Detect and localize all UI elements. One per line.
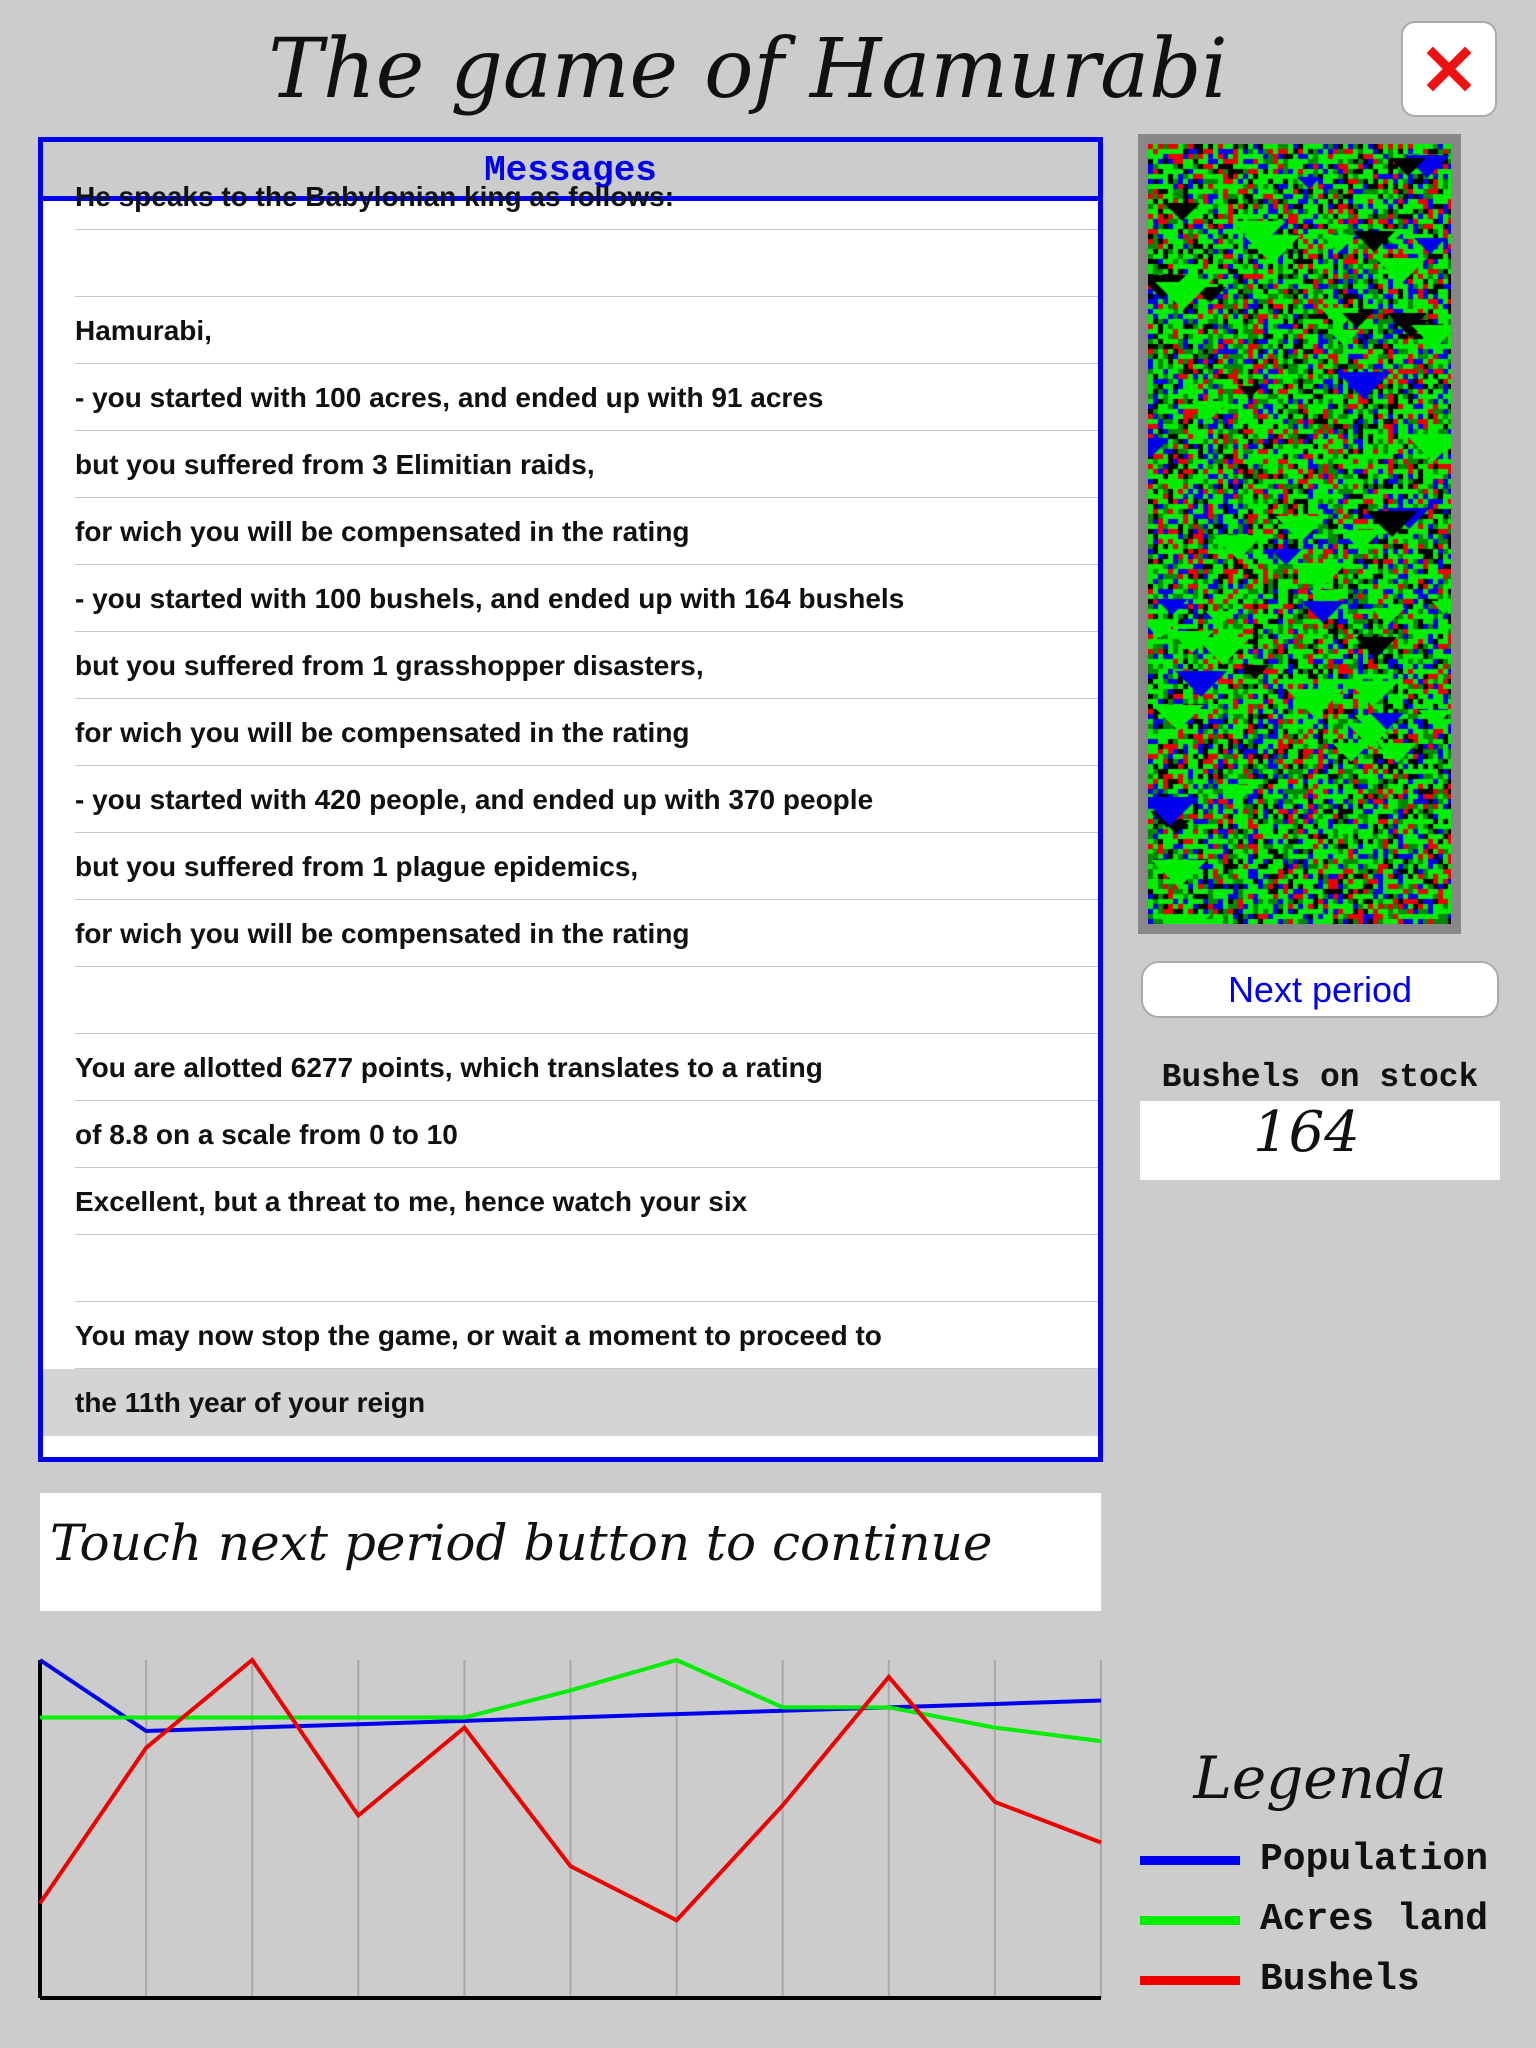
messages-header: Messages	[43, 142, 1098, 201]
history-chart-svg	[38, 1658, 1103, 2003]
message-text: but you suffered from 3 Elimitian raids,	[75, 449, 595, 480]
page-title: The game of Hamurabi	[268, 22, 1228, 117]
land-map	[1138, 134, 1461, 934]
message-text: - you started with 100 bushels, and ended up with 164 bushels	[75, 583, 905, 614]
messages-list[interactable]	[43, 181, 1098, 1457]
message-text: - you started with 420 people, and ended up with 370 people	[75, 784, 874, 815]
message-line[interactable]	[43, 967, 1098, 1034]
message-line[interactable]	[43, 900, 1098, 967]
next-period-button[interactable]: Next period	[1141, 961, 1499, 1018]
message-line[interactable]	[43, 833, 1098, 900]
bushels-stock-value: 164	[1140, 1101, 1500, 1180]
history-chart	[38, 1658, 1103, 2003]
message-line[interactable]	[43, 1369, 1098, 1436]
message-text: - you started with 100 acres, and ended up with 91 acres	[75, 382, 824, 413]
message-text: for wich you will be compensated in the rating	[75, 717, 690, 748]
message-line[interactable]	[43, 1235, 1098, 1302]
message-text: for wich you will be compensated in the rating	[75, 516, 690, 547]
messages-panel[interactable]	[38, 137, 1103, 1462]
message-text: He speaks to the Babylonian king as follows:	[75, 181, 675, 212]
message-line[interactable]	[43, 364, 1098, 431]
close-button[interactable]	[1401, 21, 1497, 117]
message-line[interactable]	[43, 163, 1098, 230]
message-line[interactable]	[43, 632, 1098, 699]
message-line[interactable]	[43, 699, 1098, 766]
message-line[interactable]	[43, 431, 1098, 498]
message-line[interactable]	[43, 766, 1098, 833]
message-line[interactable]	[43, 297, 1098, 364]
message-line[interactable]	[43, 1302, 1098, 1369]
legend-item	[1140, 1960, 1510, 2000]
legend-label: Bushels	[1260, 1958, 1420, 2001]
legend-label: Acres land	[1260, 1898, 1489, 1941]
message-line[interactable]	[43, 230, 1098, 297]
land-map-canvas	[1148, 144, 1451, 924]
message-text: You are allotted 6277 points, which translates to a rating	[75, 1052, 823, 1083]
legend-label: Population	[1260, 1838, 1489, 1881]
legend-title: Legenda	[1193, 1744, 1447, 1812]
message-line[interactable]	[43, 1168, 1098, 1235]
legend-swatch	[1140, 1916, 1240, 1925]
legend-item	[1140, 1900, 1510, 1940]
message-text: for wich you will be compensated in the rating	[75, 918, 690, 949]
message-line[interactable]	[43, 1034, 1098, 1101]
message-text: of 8.8 on a scale from 0 to 10	[75, 1119, 458, 1150]
bushels-stock-label: Bushels on stock	[1161, 1059, 1479, 1096]
message-line[interactable]	[43, 565, 1098, 632]
message-text: Hamurabi,	[75, 315, 212, 346]
message-text: Excellent, but a threat to me, hence watch your six	[75, 1186, 748, 1217]
message-line[interactable]	[43, 1101, 1098, 1168]
close-x-icon	[1425, 45, 1473, 93]
legend-item	[1140, 1840, 1510, 1880]
message-line[interactable]	[43, 498, 1098, 565]
message-text: but you suffered from 1 plague epidemics,	[75, 851, 639, 882]
legend-swatch	[1140, 1976, 1240, 1985]
legend-swatch	[1140, 1856, 1240, 1865]
message-text: the 11th year of your reign	[75, 1387, 426, 1418]
message-text: You may now stop the game, or wait a moment to proceed to	[75, 1320, 882, 1351]
status-message: Touch next period button to continue	[40, 1493, 1101, 1611]
message-text: but you suffered from 1 grasshopper disasters,	[75, 650, 704, 681]
